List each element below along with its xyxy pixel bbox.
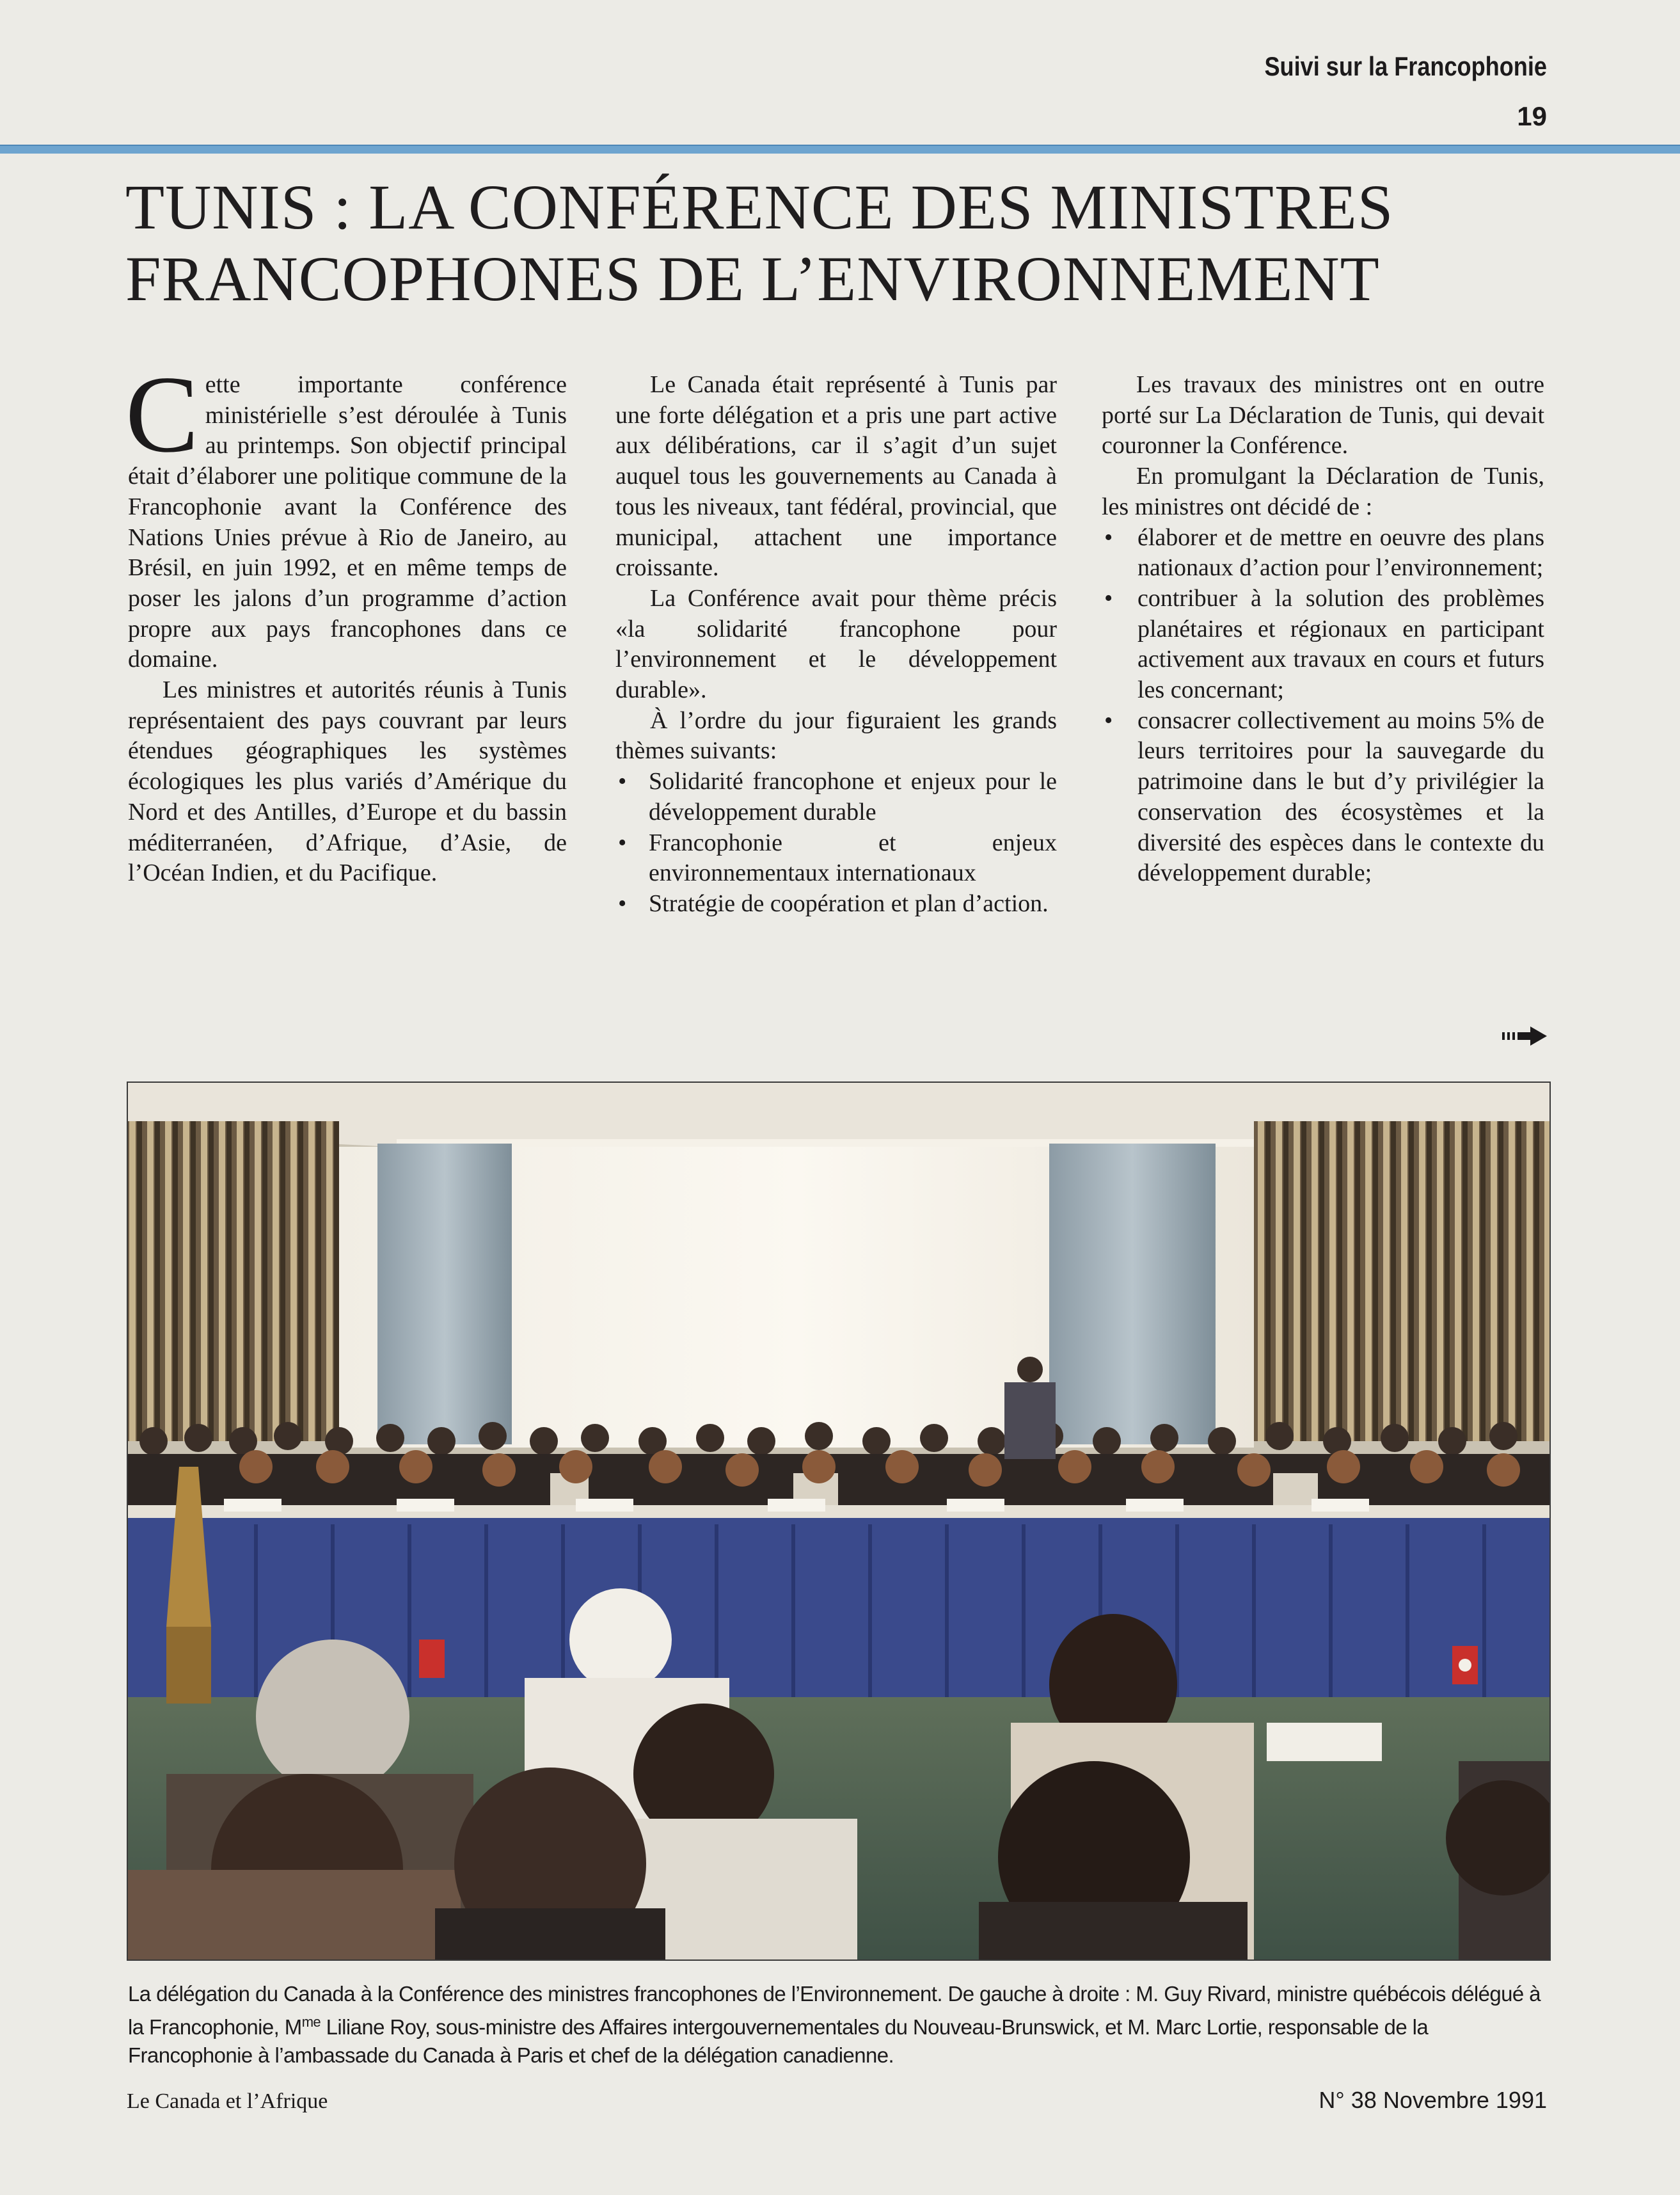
col3-bullet-list bbox=[1102, 523, 1544, 889]
footer-publication: Le Canada et l’Afrique bbox=[127, 2089, 328, 2113]
column-2 bbox=[615, 370, 1057, 920]
col3-paragraph-2: En promulgant la Déclaration de Tunis, les ministres ont décidé de : bbox=[1102, 463, 1544, 520]
article-title bbox=[125, 172, 1565, 315]
col2-paragraph-1: Le Canada était représenté à Tunis par une forte délégation et a pris une part active aux délibérations, car il s’agit d’un sujet auquel tous les gouvernements au Canada à tous les niveaux, tant fédéral, provincial, que municipal, attachent une importance croissante. bbox=[615, 371, 1057, 582]
caption-text-1: La délégation du Canada à la Conférence des ministres francophones de l’Environnement. De gauche à droite : M. Guy Rivard, ministre québécois délégué à la Francophonie, M bbox=[128, 1982, 1541, 2039]
caption-text-2: Liliane Roy, sous-ministre des Affaires intergouvernementales du Nouveau-Brunswick, et M. Marc Lortie, responsable de la Francophonie à l’ambassade du Canada à Paris et chef de la délégation canadienne. bbox=[128, 2015, 1429, 2067]
column-1 bbox=[125, 354, 567, 889]
conference-room-image bbox=[128, 1083, 1549, 1960]
list-item: • Solidarité francophone et enjeux pour le développement durable bbox=[615, 767, 1057, 827]
col1-paragraph-2: Les ministres et autorités réunis à Tunis représentaient des pays couvrant par leurs étendues géographiques les systèmes écologiques les plus variés d’Amérique du Nord et des Antilles, d’Europe et du bassin méditerranéen, d’Afrique, d’Asie, de l’Océan Indien, et du Pacifique. bbox=[128, 676, 567, 887]
drop-cap: C bbox=[125, 354, 199, 475]
running-header-section: Suivi sur la Francophonie bbox=[1264, 51, 1547, 81]
continue-arrow-icon bbox=[1502, 1025, 1547, 1047]
col3-paragraph-1: Les travaux des ministres ont en outre porté sur La Déclaration de Tunis, qui devait couronner la Conférence. bbox=[1102, 371, 1544, 459]
list-item: • contribuer à la solution des problèmes planétaires et régionaux en participant activement aux travaux en cours et futurs les concernant; bbox=[1102, 584, 1544, 706]
conference-photo bbox=[127, 1082, 1551, 1961]
col1-paragraph-1-text: ette importante conférence ministérielle s’est déroulée à Tunis au printemps. Son objectif principal était d’élaborer une politique commune de la Francophonie avant la Conférence des Nations Unies prévue à Rio de Janeiro, au Brésil, en juin 1992, et en même temps de poser les jalons d’un programme d’action propre aux pays francophones dans ce domaine. bbox=[128, 371, 567, 673]
footer-issue: N° 38 Novembre 1991 bbox=[1319, 2087, 1547, 2113]
title-line-1: TUNIS : LA CONFÉRENCE DES MINISTRES bbox=[125, 172, 1394, 243]
list-item: • consacrer collectivement au moins 5% de leurs territoires pour la sauvegarde du patrimoine dans le but d’y privilégier la conservation des écosystèmes et la diversité des espèces dans le contexte du développement durable; bbox=[1102, 706, 1544, 889]
header-rule bbox=[0, 145, 1680, 154]
col2-paragraph-2: La Conférence avait pour thème précis «la solidarité francophone pour l’environnement et le développement durable». bbox=[615, 584, 1057, 704]
photo-caption bbox=[128, 1980, 1549, 2070]
col2-paragraph-3: À l’ordre du jour figuraient les grands thèmes suivants: bbox=[615, 706, 1057, 765]
list-item: • élaborer et de mettre en oeuvre des plans nationaux d’action pour l’environnement; bbox=[1102, 523, 1544, 584]
column-3 bbox=[1102, 370, 1544, 889]
col1-paragraph-1 bbox=[125, 354, 567, 675]
list-item: • Stratégie de coopération et plan d’action. bbox=[615, 889, 1057, 920]
title-line-2: FRANCOPHONES DE L’ENVIRONNEMENT bbox=[125, 243, 1380, 314]
col2-bullet-list bbox=[615, 767, 1057, 920]
page-number: 19 bbox=[1517, 101, 1547, 131]
caption-superscript: me bbox=[301, 2014, 321, 2030]
list-item: • Francophonie et enjeux environnementaux internationaux bbox=[615, 828, 1057, 889]
